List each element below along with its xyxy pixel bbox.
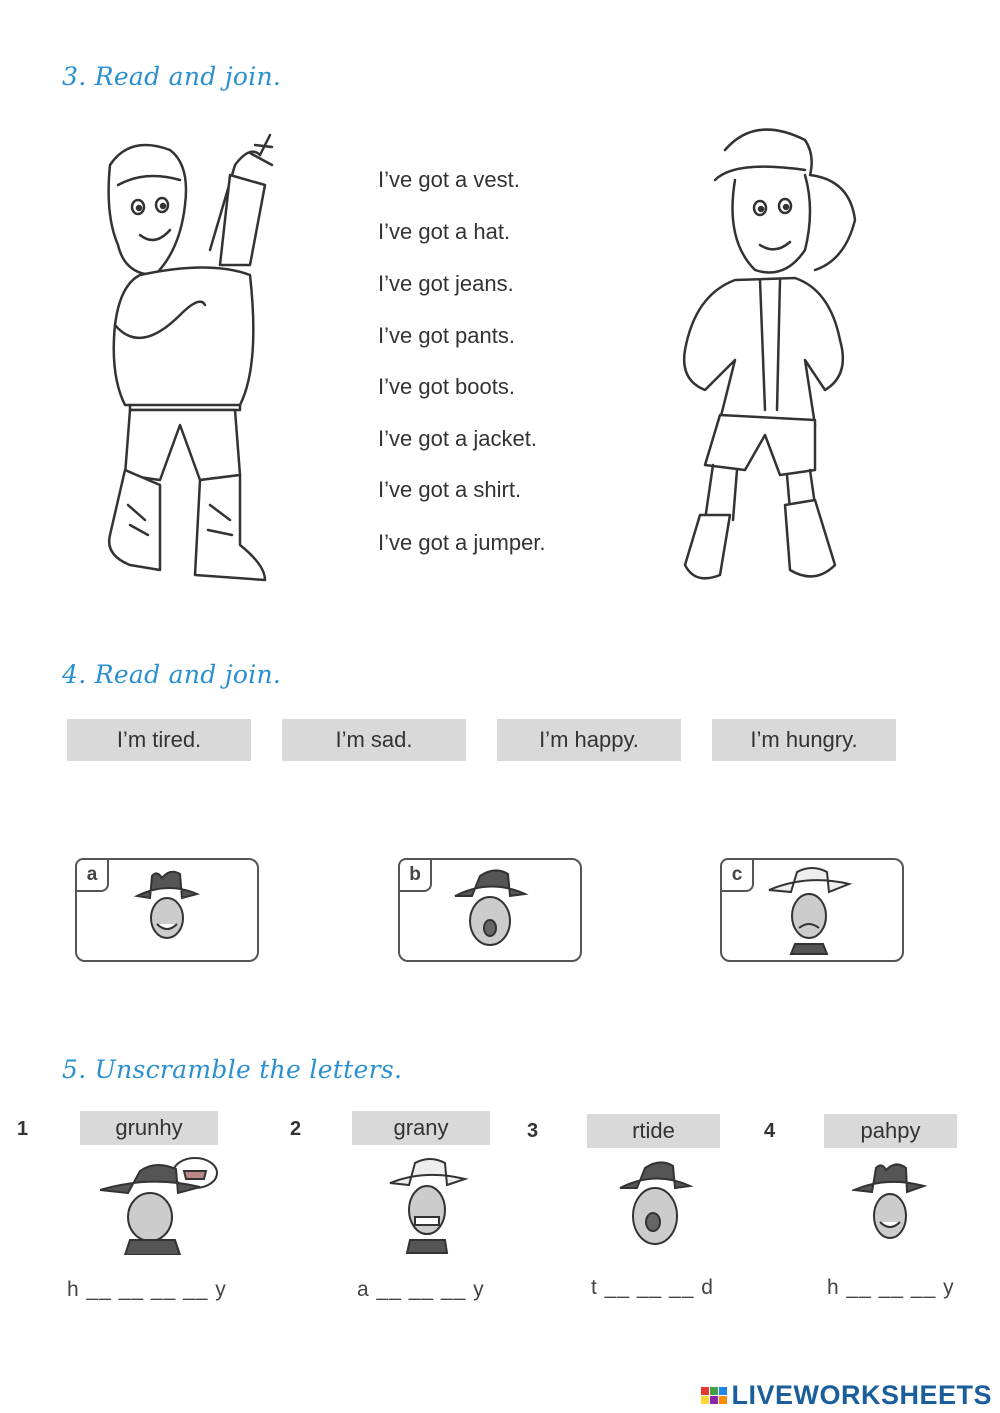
sentence-boots: I’ve got boots. [378,374,515,399]
item-number-1: 1 [17,1118,29,1140]
item-number-2: 2 [290,1118,302,1140]
exercise-3-heading: 3. Read and join. [62,62,282,91]
label-tired[interactable]: I’m tired. [67,719,251,761]
sentence-jacket: I’ve got a jacket. [378,426,537,451]
label-hungry[interactable]: I’m hungry. [712,719,896,761]
picture-box-b[interactable] [398,858,582,962]
picture-box-a[interactable] [75,858,259,962]
sad-cowboy-icon [767,864,852,956]
scrambled-word-2: grany [352,1111,490,1145]
sentence-jeans: I’ve got jeans. [378,271,514,296]
scrambled-word-1: grunhy [80,1111,218,1145]
label-sad[interactable]: I’m sad. [282,719,466,761]
liveworksheets-logo-icon [701,1387,727,1404]
answer-blank-4[interactable]: h __ __ __ y [827,1276,955,1299]
happy-cowboy-icon [132,866,202,956]
angry-cowboy-icon [385,1155,470,1255]
picture-box-c[interactable] [720,858,904,962]
sentence-jumper: I’ve got a jumper. [378,530,546,555]
cowboy-boy-illustration [665,120,865,590]
answer-blank-3[interactable]: t __ __ __ d [591,1276,714,1299]
sentence-pants: I’ve got pants. [378,323,515,348]
picture-letter-b: b [398,858,432,892]
picture-letter-a: a [75,858,109,892]
answer-blank-1[interactable]: h __ __ __ __ y [67,1278,227,1301]
liveworksheets-logo-text: LIVEWORKSHEETS [731,1380,992,1410]
exercise-4-heading: 4. Read and join. [62,660,282,689]
answer-blank-2[interactable]: a __ __ __ y [357,1278,485,1301]
liveworksheets-logo [701,1380,992,1411]
sentence-vest: I’ve got a vest. [378,167,520,192]
scrambled-word-3: rtide [587,1114,720,1148]
yawning-cowboy-icon [615,1158,695,1253]
cowgirl-illustration [100,125,280,590]
item-number-3: 3 [527,1120,539,1142]
smiling-cowboy-icon [852,1158,927,1258]
exercise-5-heading: 5. Unscramble the letters. [62,1055,403,1084]
hungry-cowboy-icon [100,1155,220,1255]
item-number-4: 4 [764,1120,776,1142]
tired-cowboy-icon [450,866,530,956]
scrambled-word-4: pahpy [824,1114,957,1148]
label-happy[interactable]: I’m happy. [497,719,681,761]
sentence-shirt: I’ve got a shirt. [378,477,522,502]
sentence-hat: I’ve got a hat. [378,219,511,244]
picture-letter-c: c [720,858,754,892]
